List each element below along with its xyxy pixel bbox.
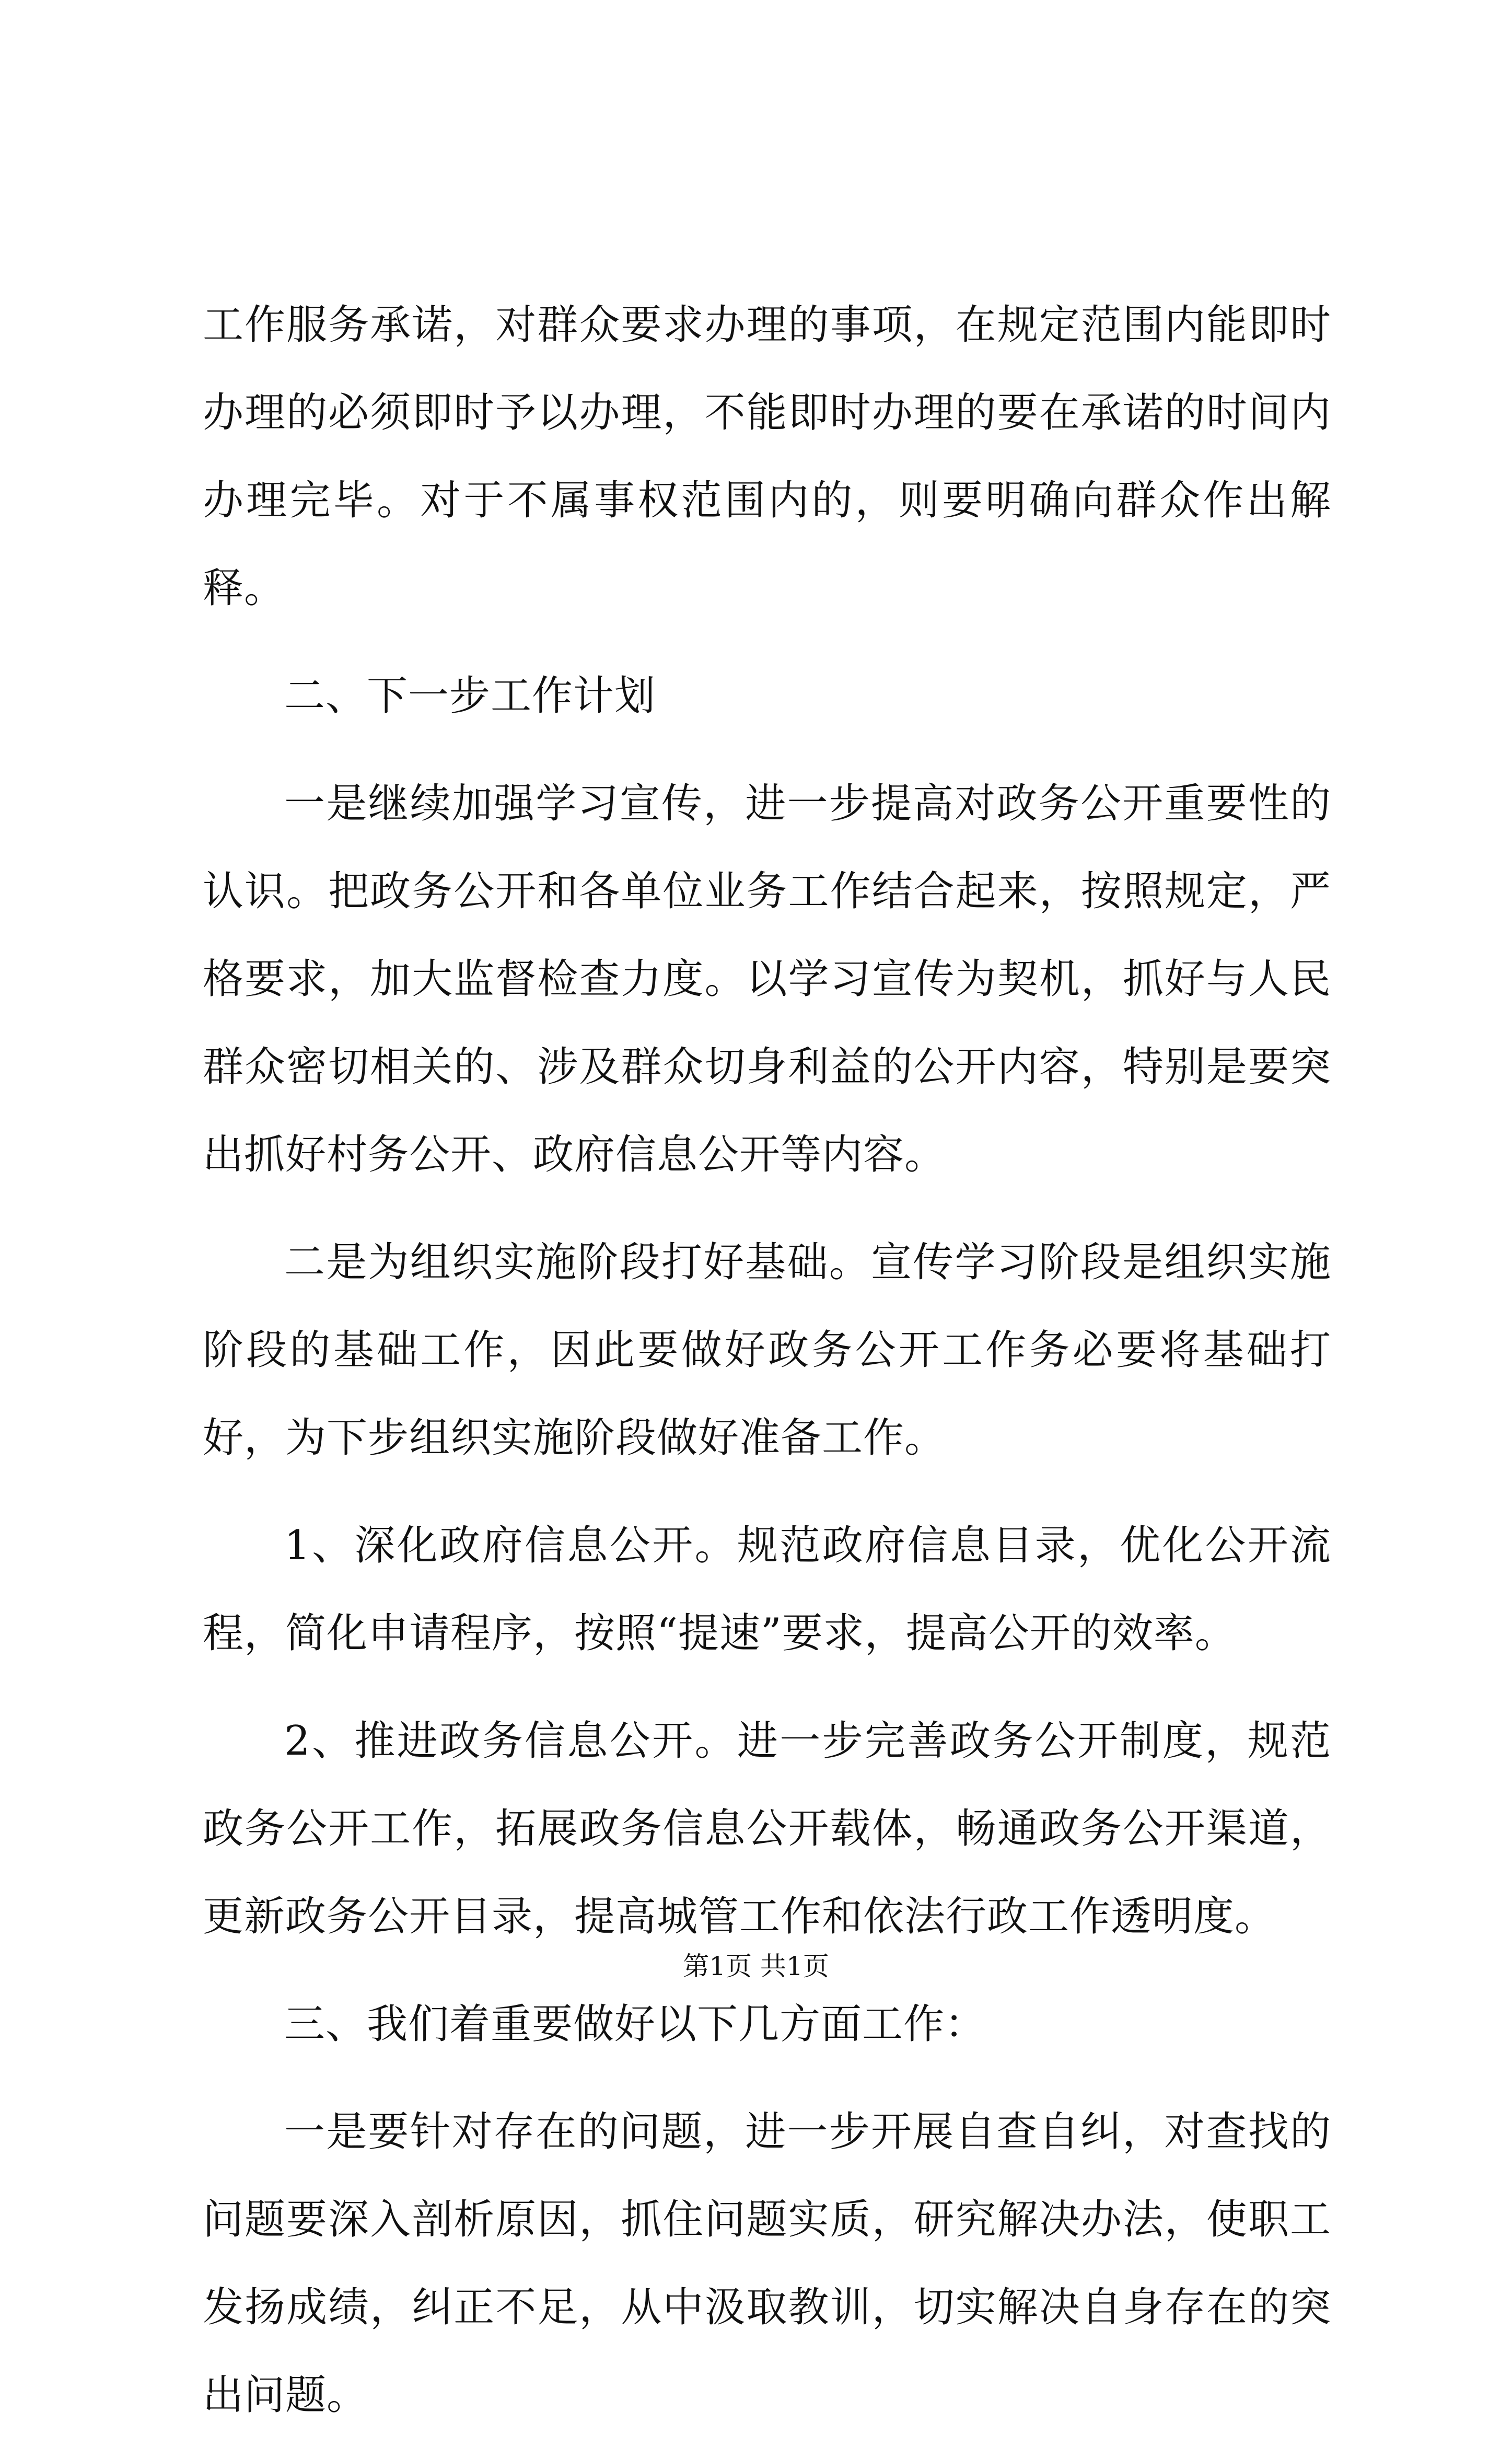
paragraph-self-inspection: 一是要针对存在的问题，进一步开展自查自纠，对查找的问题要深入剖析原因，抓住问题实质，研究解决办法，使职工发扬成绩，纠正不足，从中汲取教训，切实解决自身存在的突出问题。 <box>203 2108 1331 2419</box>
paragraph-foundation: 二是为组织实施阶段打好基础。宣传学习阶段是组织实施阶段的基础工作，因此要做好政务公开工作务必要将基础打好，为下步组织实施阶段做好准备工作。 <box>203 1239 1331 1462</box>
paragraph-study-publicity: 一是继续加强学习宣传，进一步提高对政务公开重要性的认识。把政务公开和各单位业务工作结合起来，按照规定，严格要求，加大监督检查力度。以学习宣传为契机，抓好与人民群众密切相关的、涉及群众切身利益的公开内容，特别是要突出抓好村务公开、政府信息公开等内容。 <box>203 780 1331 1178</box>
document-body <box>203 281 1331 2459</box>
section-heading-focus-work: 三、我们着重要做好以下几方面工作： <box>284 2001 986 2048</box>
list-item-affairs-info: 2、推进政务信息公开。进一步完善政务公开制度，规范政务公开工作，拓展政务信息公开载体，畅通政务公开渠道，更新政务公开目录，提高城管工作和依法行政工作透明度。 <box>203 1718 1331 1940</box>
list-item-government-info: 1、深化政府信息公开。规范政府信息目录，优化公开流程，简化申请程序，按照“提速”要求，提高公开的效率。 <box>203 1522 1331 1657</box>
page-footer: 第1页 共1页 <box>683 1951 829 1981</box>
paragraph-continuation: 工作服务承诺，对群众要求办理的事项，在规定范围内能即时办理的必须即时予以办理，不能即时办理的要在承诺的时间内办理完毕。对于不属事权范围内的，则要明确向群众作出解释。 <box>203 301 1331 612</box>
section-heading-next-steps: 二、下一步工作计划 <box>284 672 656 720</box>
